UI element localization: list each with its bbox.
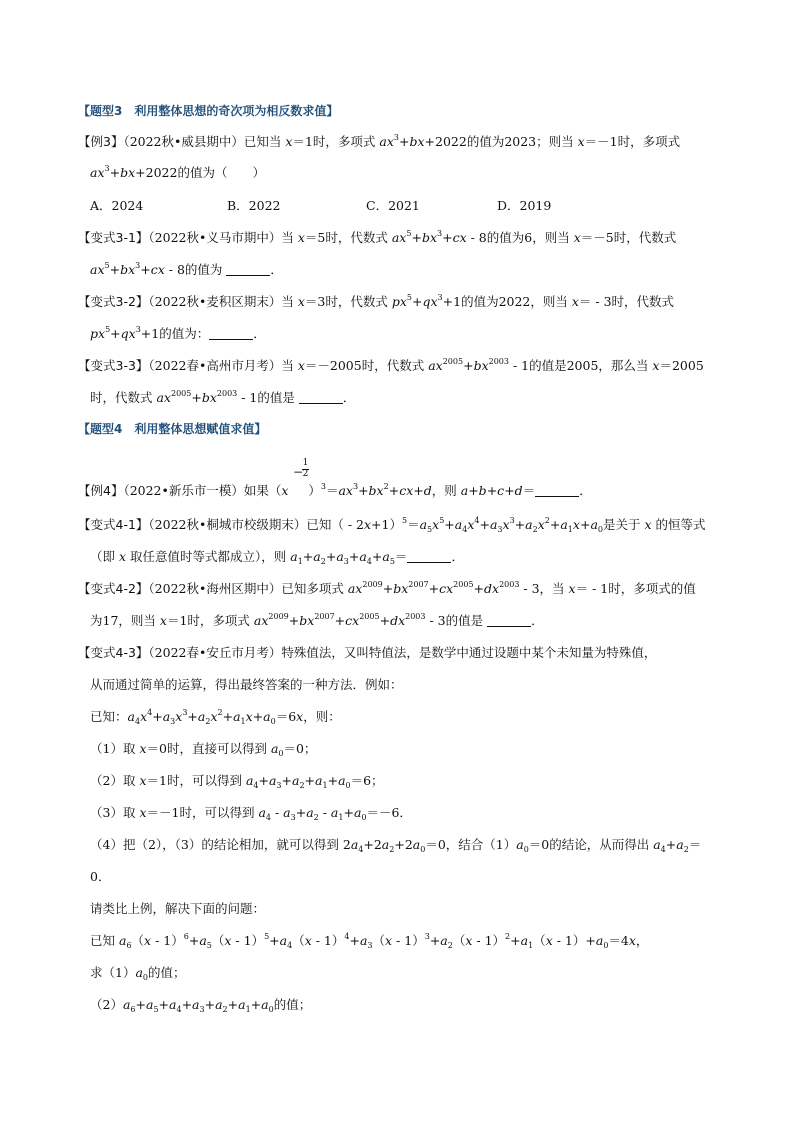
example-4-tag: 【例4】	[78, 483, 124, 498]
section-heading-3: 【题型3 利用整体思想的奇次项为相反数求值】	[78, 104, 339, 118]
variant-3-1-line-2: $ax^5+bx^3+cx - 8$的值为 ．	[90, 261, 283, 277]
variant-4-3-step-4-cont: 0．	[90, 869, 111, 884]
variant-4-3-given: 已知：$a_4x^4+a_3x^3+a_2x^2+a_1x+a_0=6x$，则：	[90, 708, 341, 726]
example-4-line-1: 【例4】（2022•新乐市一模）如果（x ）$^3=ax^3+bx^2+cx+d$，则 a+b+c+d＝ ．	[78, 482, 592, 498]
answer-blank[interactable]	[407, 551, 451, 563]
variant-3-2-source: （2022秋•麦积区期末）	[148, 294, 282, 309]
variant-4-3-question-1: 求$(1)a_0$的值；	[90, 965, 186, 982]
variant-4-3-step-3: （3）取 x＝－1时，可以得到 $a_4 - a_3+a_2 - a_1+a_0=-6$．	[90, 805, 412, 822]
option-d: D．2019	[497, 198, 552, 213]
example-4-source: （2022•新乐市一模）	[123, 483, 244, 498]
example-3-line-2: $ax^3+bx+2022$的值为（ ）	[90, 164, 265, 180]
example-3-tag: 【例3】	[78, 134, 124, 149]
answer-blank[interactable]	[487, 615, 531, 627]
variant-4-2-line-1: 【变式4-2】（2022秋•海州区期中）已知多项式 $ax^{2009}+bx^{2007}+cx^{2005}+dx^{2003} - 3$，当 x＝ - 1时，多项式的值	[78, 580, 696, 596]
variant-4-3-step-2: （2）取 x＝1时，可以得到 $a_4+a_3+a_2+a_1+a_0=6$；	[90, 773, 384, 790]
variant-4-3-step-4: （4）把（2），（3）的结论相加，就可以得到 $2a_4+2a_2+2a_0=0$，结合$(1)a_0=0$的结论，从而得出 $a_4+a_2=$	[90, 837, 702, 854]
variant-4-1-tag: 【变式4-1】	[78, 517, 149, 532]
fraction-exponent: − 1 2	[293, 458, 309, 479]
variant-4-3-line-1: 【变式4-3】（2022春•安丘市月考）特殊值法，又叫特值法，是数学中通过设题中某个未知量为特殊值，	[78, 645, 657, 660]
variant-4-2-source: （2022秋•海州区期中）	[148, 581, 282, 596]
variant-3-2-line-1: 【变式3-2】（2022秋•麦积区期末）当 x＝3时，代数式 $px^5+qx^3+1$的值为2022，则当 x＝ - 3时，代数式	[78, 293, 675, 309]
option-c: C．2021	[366, 198, 420, 213]
variant-3-2-line-2: $px^5+qx^3+1$的值为： ．	[90, 325, 266, 341]
variant-4-3-line-2: 从而通过简单的运算，得出最终答案的一种方法．例如：	[90, 677, 403, 692]
variant-3-1-source: （2022秋•义马市期中）	[148, 230, 282, 245]
answer-blank[interactable]	[226, 264, 270, 276]
variant-4-2-line-2: 为17，则当 x＝1时，多项式 $ax^{2009}+bx^{2007}+cx^{2005}+dx^{2003} - 3$的值是 ．	[90, 612, 544, 628]
answer-blank[interactable]	[299, 392, 343, 404]
answer-blank[interactable]	[209, 328, 253, 340]
variant-4-3-analogy: 请类比上例，解决下面的问题：	[90, 901, 266, 916]
option-b: B．2022	[227, 198, 281, 213]
variant-3-1-tag: 【变式3-1】	[78, 230, 149, 245]
variant-4-3-step-1: （1）取 x＝0时，直接可以得到 $a_0=0$；	[90, 741, 317, 758]
variant-4-1-line-2: （即 x 取任意值时等式都成立），则 $a_1+a_2+a_3+a_4+a_5=$ ．	[90, 549, 464, 566]
variant-3-1-line-1: 【变式3-1】（2022秋•义马市期中）当 x＝5时，代数式 $ax^5+bx^3+cx - 8$的值为6，则当 x＝－5时，代数式	[78, 229, 677, 245]
example-3-line-1: 【例3】（2022秋•威县期中）已知当 x＝1时，多项式 $ax^3+bx+2022$的值为2023；则当 x＝－1时，多项式	[78, 133, 681, 149]
variant-3-3-line-1: 【变式3-3】（2022春•高州市月考）当 x＝－2005时，代数式 $ax^{2005}+bx^{2003} - 1$的值是2005，那么当 x＝2005	[78, 357, 704, 373]
variant-3-3-tag: 【变式3-3】	[78, 358, 149, 373]
variant-4-1-source: （2022秋•桐城市校级期末）	[148, 517, 307, 532]
variant-4-2-tag: 【变式4-2】	[78, 581, 149, 596]
answer-blank[interactable]	[535, 485, 579, 497]
variant-4-3-tag: 【变式4-3】	[78, 645, 149, 660]
variant-4-1-line-1: 【变式4-1】（2022秋•桐城市校级期末）已知（ - $2x+1)^5=a_5x^5+a_4x^4+a_3x^3+a_2x^2+a_1x+a_0$是关于 x 的恒等式	[78, 516, 706, 534]
variant-4-3-identity: 已知 $a_6(x - 1)^6+a_5(x - 1)^5+a_4(x - 1)^4+a_3(x - 1)^3+a_2(x - 1)^2+a_1(x - 1)+a_0=4x$，	[90, 932, 649, 950]
variant-3-3-source: （2022春•高州市月考）	[148, 358, 282, 373]
variant-4-3-question-2: $(2)a_6+a_5+a_4+a_3+a_2+a_1+a_0$的值；	[90, 997, 312, 1014]
example-3-source: （2022秋•威县期中）	[123, 134, 244, 149]
option-a: A．2024	[90, 198, 144, 213]
variant-4-3-source: （2022春•安丘市月考）	[148, 645, 282, 660]
variant-3-3-line-2: 时，代数式 $ax^{2005}+bx^{2003} - 1$的值是 ．	[90, 389, 356, 405]
section-heading-4: 【题型4 利用整体思想赋值求值】	[78, 422, 267, 436]
variant-3-2-tag: 【变式3-2】	[78, 294, 149, 309]
